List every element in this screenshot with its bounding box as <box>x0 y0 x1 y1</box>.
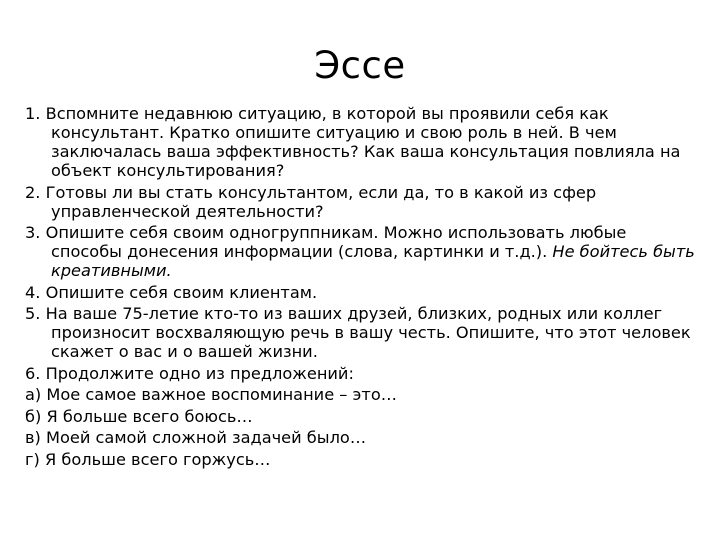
question-1-text: 1. Вспомните недавнюю ситуацию, в которой вы проявили себя как консультант. Кратко опишите ситуацию и свою роль в ней. В чем заключалась ваша эффективность? Как ваша консультация повлияла на объект консультирования? <box>25 104 681 180</box>
question-3-emphasis: Не бойтесь быть креативными. <box>51 242 695 280</box>
question-3 <box>25 223 695 280</box>
question-4 <box>25 283 695 302</box>
option-d <box>25 450 695 469</box>
slide-title: Эссе <box>314 44 406 87</box>
question-5-text: 5. На ваше 75-летие кто-то из ваших друзей, близких, родных или коллег произносит восхваляющую речь в вашу честь. Опишите, что этот человек скажет о вас и о вашей жизни. <box>25 304 691 361</box>
question-1 <box>25 104 695 180</box>
option-b-text: б) Я больше всего боюсь… <box>25 406 253 426</box>
question-2-text: 2. Готовы ли вы стать консультантом, если да, то в какой из сфер управленческой деятельности? <box>25 182 597 221</box>
question-2 <box>25 183 695 221</box>
slide-body <box>25 104 695 471</box>
question-4-text: 4. Опишите себя своим клиентам. <box>25 282 318 302</box>
option-b <box>25 407 695 426</box>
option-a-text: а) Мое самое важное воспоминание – это… <box>25 385 397 404</box>
option-c <box>25 428 695 447</box>
question-6-text: 6. Продолжите одно из предложений: <box>25 363 354 383</box>
option-a <box>25 385 695 404</box>
question-6 <box>25 364 695 383</box>
option-c-text: в) Моей самой сложной задачей было… <box>25 428 367 447</box>
option-d-text: г) Я больше всего горжусь… <box>25 449 271 469</box>
question-3-text: 3. Опишите себя своим одногруппникам. Можно использовать любые способы донесения информации (слова, картинки и т.д.). <box>25 223 627 261</box>
question-5 <box>25 304 695 361</box>
